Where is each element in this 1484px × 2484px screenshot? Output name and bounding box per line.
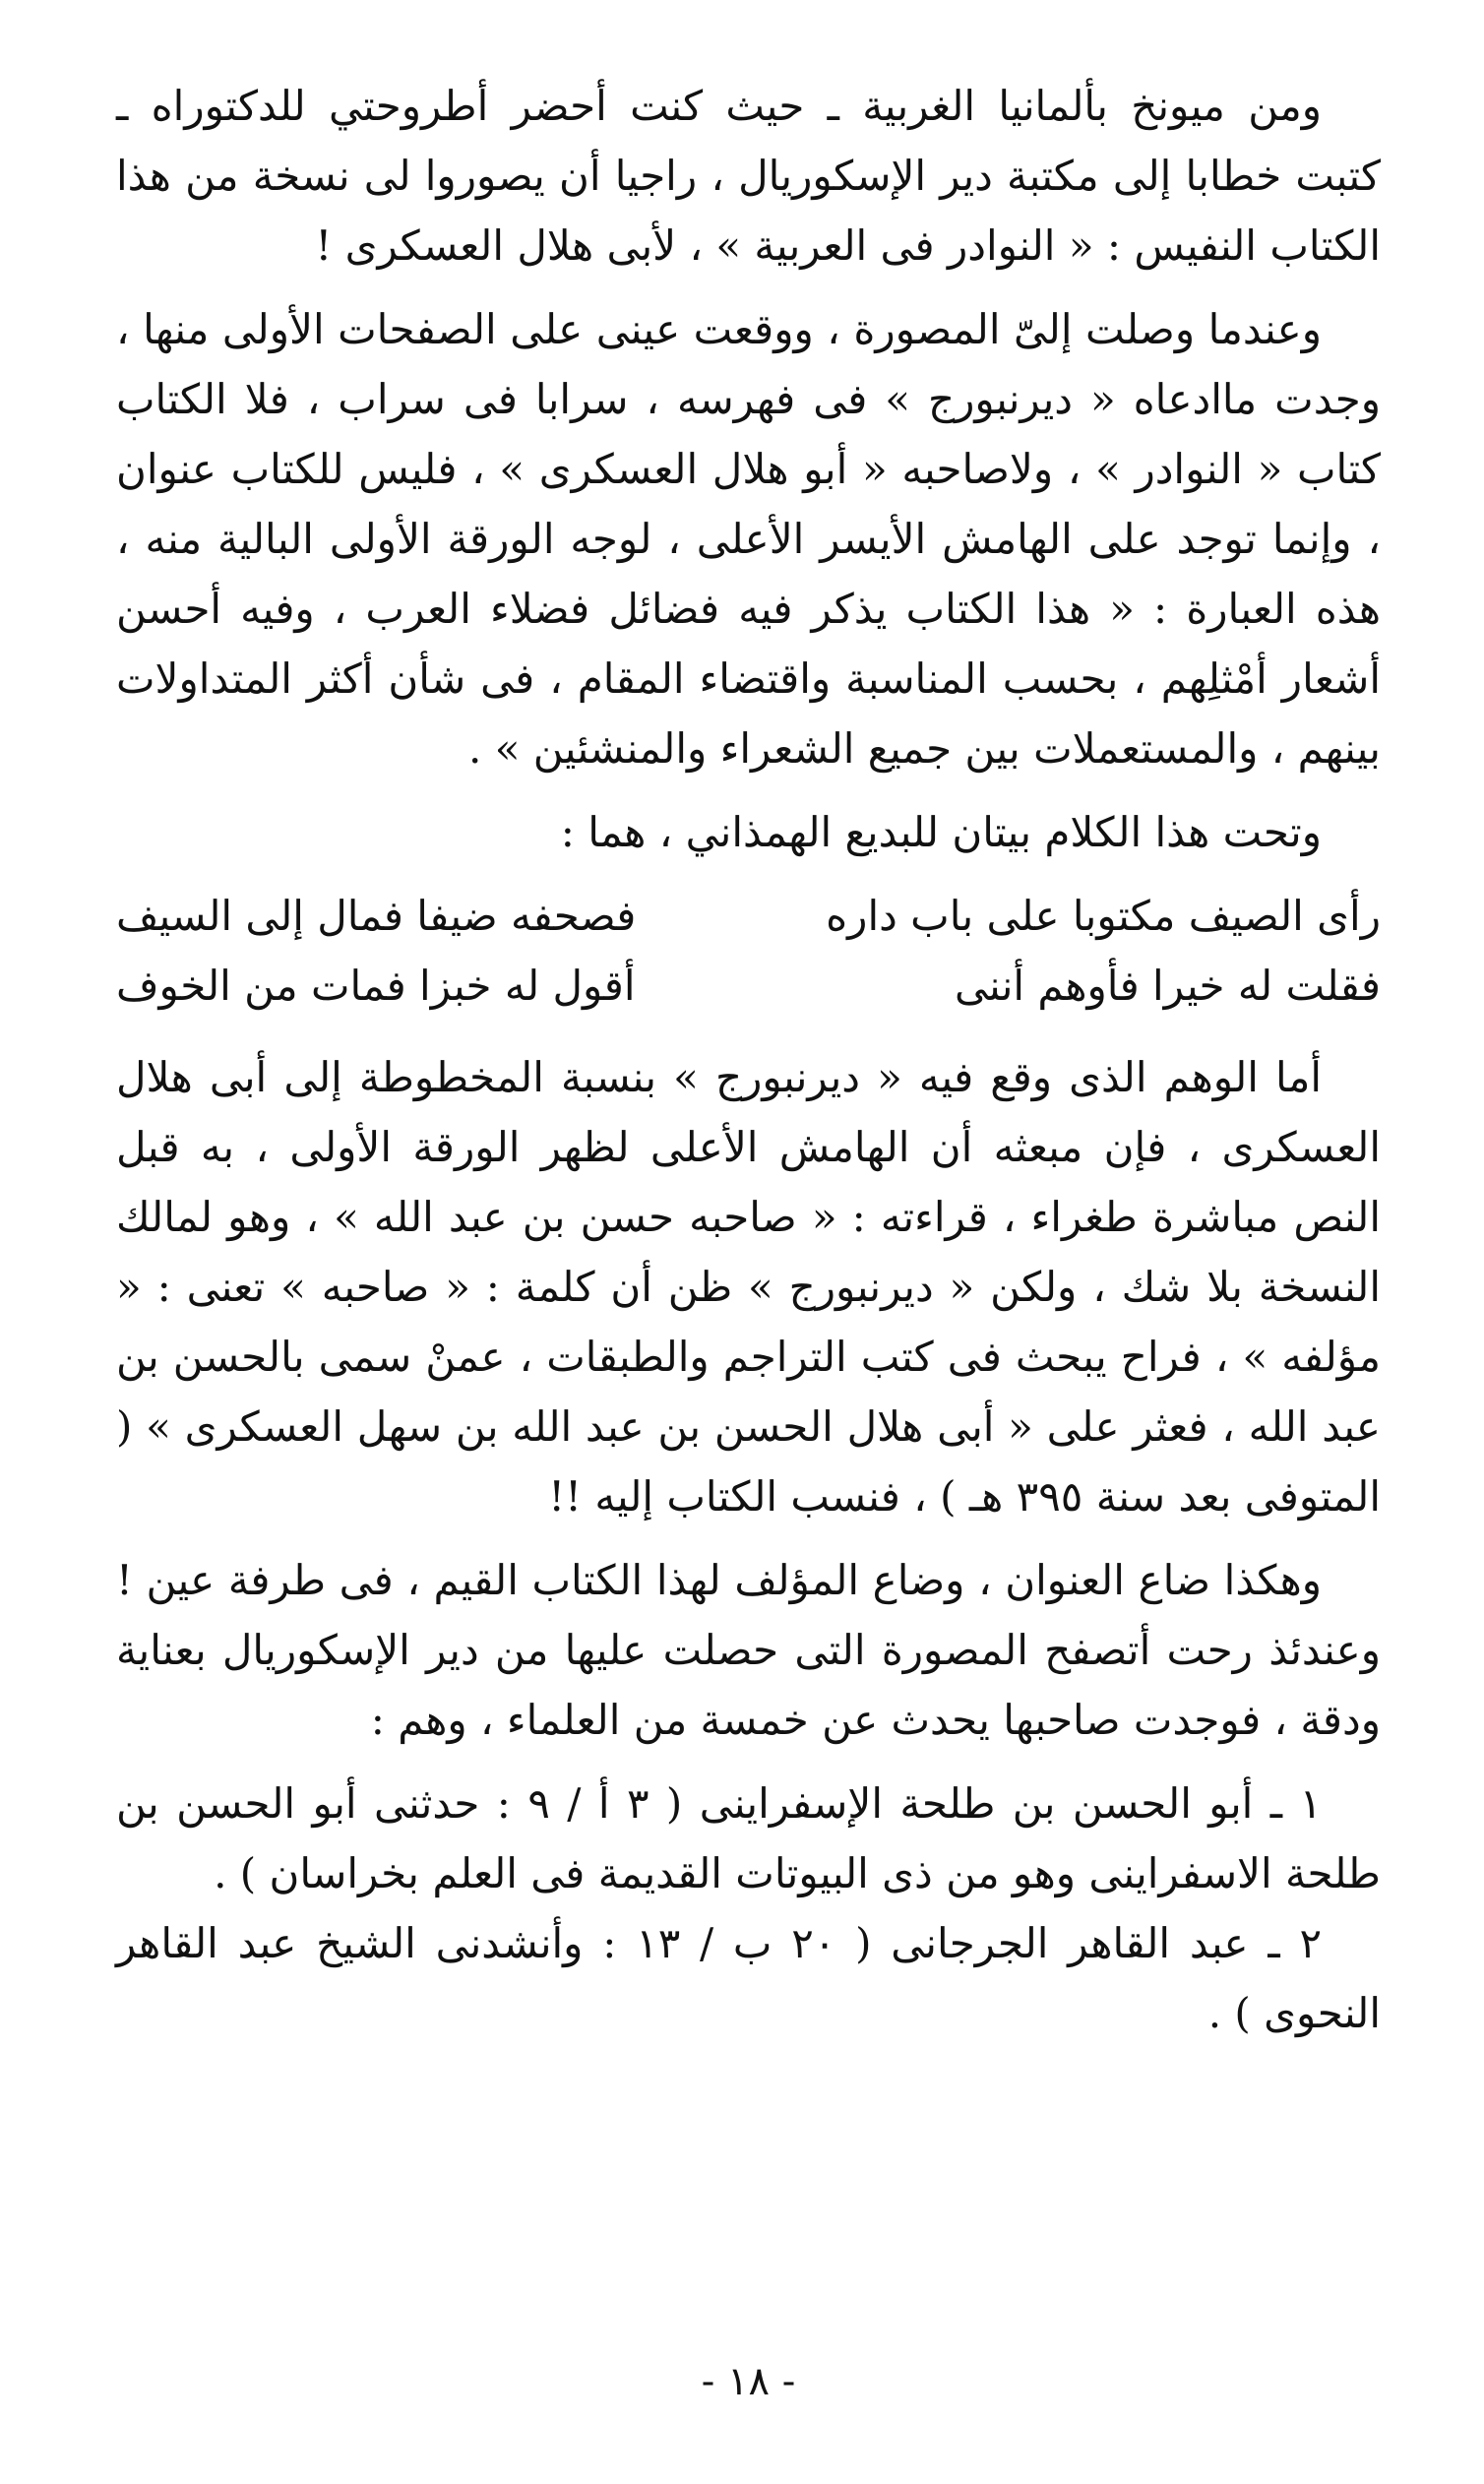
paragraph-4: أما الوهم الذى وقع فيه « ديرنبورج » بنسبة المخطوطة إلى أبى هلال العسكرى ، فإن مبعثه أن الهامش الأعلى لظهر الورقة الأولى ، به قبل النص مباشرة طغراء ، قراءته : « صاحبه حسن بن عبد الله » ، وهو لمالك النسخة بلا شك ، ولكن « ديرنبورج » ظن أن كلمة : « صاحبه » تعنى : « مؤلفه » ، فراح يبحث فى كتب التراجم والطبقات ، عمنْ سمى بالحسن بن عبد الله ، فعثر على « أبى هلال الحسن بن عبد الله بن سهل العسكرى » ( المتوفى بعد سنة ٣٩٥ هـ ) ، فنسب الكتاب إليه !!	[116, 1053, 1381, 1521]
poem-verses	[116, 881, 1381, 1021]
paragraph-3: وتحت هذا الكلام بيتان للبديع الهمذاني ، هما :	[560, 808, 1322, 856]
page-number: - ١٨ -	[701, 2359, 796, 2404]
list-item-2: ٢ ـ عبد القاهر الجرجانى ( ٢٠ ب / ١٣ : وأنشدنى الشيخ عبد القاهر النحوى ) .	[116, 1919, 1381, 2037]
verse-1-second-hemistich: فصحفه ضيفا فمال إلى السيف	[116, 892, 637, 940]
verse-2-first-hemistich: فقلت له خيرا فأوهم أننى	[955, 962, 1381, 1010]
verse-1-first-hemistich: رأى الصيف مكتوبا على باب داره	[826, 892, 1381, 940]
paragraph-2: وعندما وصلت إلىّ المصورة ، ووقعت عينى على الصفحات الأولى منها ، وجدت ماادعاه « ديرنبورج » فى فهرسه ، سرابا فى سراب ، فلا الكتاب كتاب « النوادر » ، ولاصاحبه « أبو هلال العسكرى » ، فليس للكتاب عنوان ، وإنما توجد على الهامش الأيسر الأعلى ، لوجه الورقة الأولى البالية منه ، هذه العبارة : « هذا الكتاب يذكر فيه فضائل فضلاء العرب ، وفيه أحسن أشعار أمْثلِهم ، بحسب المناسبة واقتضاء المقام ، فى شأن أكثر المتداولات بينهم ، والمستعملات بين جميع الشعراء والمنشئين » .	[116, 305, 1381, 773]
verse-2	[116, 951, 1381, 1021]
verse-1	[116, 881, 1381, 951]
list-item-1: ١ ـ أبو الحسن بن طلحة الإسفراينى ( ٣ أ / ٩ : حدثنى أبو الحسن بن طلحة الاسفراينى وهو من ذى البيوتات القديمة فى العلم بخراسان ) .	[116, 1779, 1381, 1897]
paragraph-5: وهكذا ضاع العنوان ، وضاع المؤلف لهذا الكتاب القيم ، فى طرفة عين ! وعندئذ رحت أتصفح المصورة التى حصلت عليها من دير الإسكوريال بعناية ودقة ، فوجدت صاحبها يحدث عن خمسة من العلماء ، وهم :	[116, 1556, 1381, 1744]
verse-2-second-hemistich: أقول له خبزا فمات من الخوف	[116, 962, 636, 1010]
book-page	[116, 71, 1381, 2453]
paragraph-1: ومن ميونخ بألمانيا الغربية ـ حيث كنت أحضر أطروحتي للدكتوراه ـ كتبت خطابا إلى مكتبة دير الإسكوريال ، راجيا أن يصوروا لى نسخة من هذا الكتاب النفيس : « النوادر فى العربية » ، لأبى هلال العسكرى !	[116, 82, 1381, 270]
